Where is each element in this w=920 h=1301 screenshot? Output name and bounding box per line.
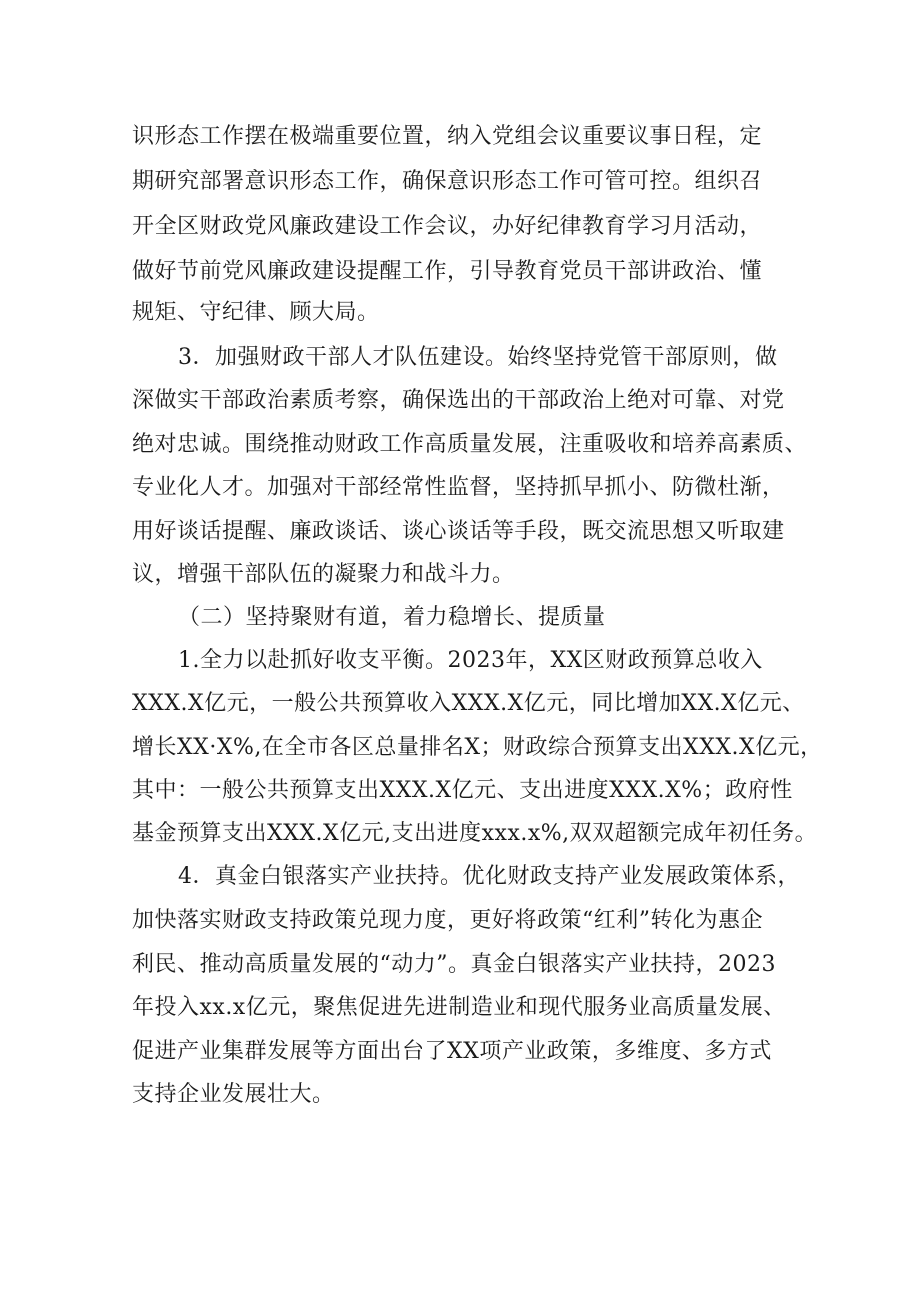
section-1-heading-line: 1.全力以赴抓好收支平衡。2023年，XX区财政预算总收入 [178,648,763,673]
paragraph-line: 支持企业发展壮大。 [132,1082,335,1107]
section-subheading: （二）坚持聚财有道，着力稳增长、提质量 [178,605,606,630]
paragraph-line: 规矩、守纪律、顾大局。 [132,300,380,325]
paragraph-line: 做好节前党风廉政建设提醒工作，引导教育党员干部讲政治、懂 [132,259,763,284]
section-4-heading-line: 4．真金白银落实产业扶持。优化财政支持产业发展政策体系， [178,864,800,889]
paragraph-line: 促进产业集群发展等方面出台了XX项产业政策，多维度、多方式 [132,1039,772,1064]
paragraph-line: 深做实干部政治素质考察，确保选出的干部政治上绝对可靠、对党 [132,388,785,413]
paragraph-line: 增长XX·X%,在全市各区总量排名X；财政综合预算支出XXX.X亿元， [132,735,823,760]
paragraph-line: 识形态工作摆在极端重要位置，纳入党组会议重要议事日程，定 [132,124,763,149]
paragraph-line: 专业化人才。加强对干部经常性监督，坚持抓早抓小、防微杜渐， [132,475,785,500]
paragraph-line: 其中：一般公共预算支出XXX.X亿元、支出进度XXX.X%；政府性 [132,778,793,803]
paragraph-line: 期研究部署意识形态工作，确保意识形态工作可管可控。组织召 [132,169,763,194]
paragraph-line: XXX.X亿元，一般公共预算收入XXX.X亿元，同比增加XX.X亿元、 [132,691,805,716]
paragraph-line: 利民、推动高质量发展的“动力”。真金白银落实产业扶持，2023 [132,952,776,977]
section-3-heading-line: 3．加强财政干部人才队伍建设。始终坚持党管干部原则，做 [178,345,778,370]
paragraph-line: 议，增强干部队伍的凝聚力和战斗力。 [132,562,515,587]
paragraph-line: 基金预算支出XXX.X亿元,支出进度xxx.x%,双双超额完成年初任务。 [132,821,818,846]
paragraph-line: 用好谈话提醒、廉政谈话、谈心谈话等手段，既交流思想又听取建 [132,519,785,544]
paragraph-line: 绝对忠诚。围绕推动财政工作高质量发展，注重吸收和培养高素质、 [132,432,808,457]
paragraph-line: 加快落实财政支持政策兑现力度，更好将政策“红利”转化为惠企 [132,908,763,933]
paragraph-line: 开全区财政党风廉政建设工作会议，办好纪律教育学习月活动， [132,214,763,239]
paragraph-line: 年投入xx.x亿元，聚焦促进先进制造业和现代服务业高质量发展、 [132,995,786,1020]
